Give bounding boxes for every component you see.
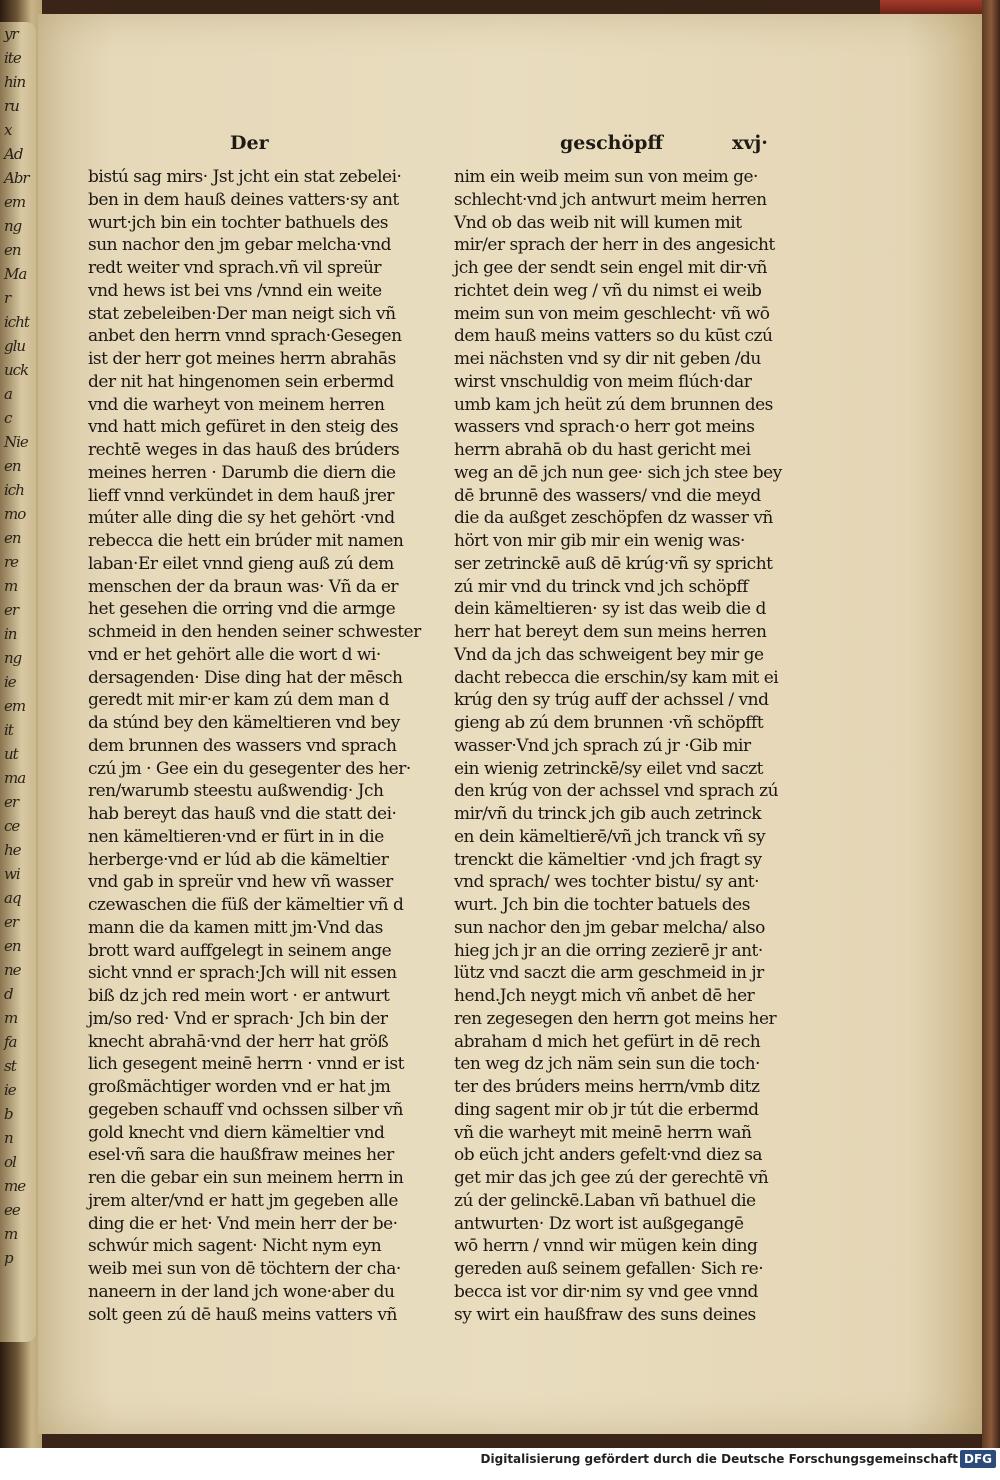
- text-line: wurt·jch bin ein tochter bathuels des: [88, 212, 389, 233]
- text-line: lütz vnd saczt die arm geschmeid in jr: [454, 963, 764, 984]
- text-line: vñ die warheyt mit meinē herrn wañ: [454, 1122, 752, 1143]
- text-line: da stúnd bey den kämeltieren vnd bey: [88, 713, 400, 733]
- text-line: nim ein weib meim sun von meim ge·: [454, 167, 758, 187]
- text-line: vnd hews ist bei vns /vnnd ein weite: [88, 280, 382, 301]
- left-text-column: [88, 166, 421, 1326]
- text-line: ce: [4, 817, 20, 835]
- text-line: p: [4, 1249, 13, 1267]
- text-line: hört von mir gib mir ein wenig was·: [454, 531, 745, 551]
- text-line: ob eüch jcht anders gefelt·vnd diez sa: [454, 1145, 763, 1166]
- text-line: mei nächsten vnd sy dir nit geben /du: [454, 349, 761, 369]
- text-line: antwurten· Dz wort ist außgegangē: [454, 1213, 744, 1234]
- text-line: wasser·Vnd jch sprach zú jr ·Gib mir: [454, 735, 751, 756]
- text-line: vnd sprach/ wes tochter bistu/ sy ant·: [454, 872, 760, 893]
- text-line: c: [4, 409, 12, 427]
- text-line: gold knecht vnd diern kämeltier vnd: [88, 1122, 385, 1143]
- text-line: rechtē weges in das hauß des brúders: [88, 440, 400, 460]
- text-line: herberge·vnd er lúd ab die kämeltier: [88, 849, 389, 870]
- text-line: yr: [4, 25, 18, 43]
- text-line: fa: [4, 1033, 17, 1051]
- text-line: zú mir vnd du trinck vnd jch schöpff: [454, 576, 748, 597]
- text-line: ut: [4, 745, 18, 763]
- text-line: solt geen zú dē hauß meins vatters vñ: [88, 1304, 397, 1325]
- text-line: er: [4, 913, 19, 931]
- text-line: sun nachor den jm gebar melcha/ also: [454, 917, 765, 938]
- text-line: gegeben schauff vnd ochssen silber vñ: [88, 1099, 403, 1120]
- text-line: Vnd da jch das schweigent bey mir ge: [454, 644, 764, 665]
- text-line: die da außget zeschöpfen dz wasser vñ: [454, 508, 773, 529]
- text-line: mo: [4, 505, 26, 523]
- text-line: großmächtiger worden vnd er hat jm: [88, 1077, 391, 1097]
- text-line: dersagenden· Dise ding hat der mēsch: [88, 667, 403, 688]
- text-line: hend.Jch neygt mich vñ anbet dē her: [454, 986, 755, 1006]
- text-line: hin: [4, 73, 26, 91]
- text-line: sicht vnnd er sprach·Jch will nit essen: [88, 963, 397, 984]
- dfg-logo: DFG: [960, 1450, 996, 1468]
- text-line: ee: [4, 1201, 20, 1219]
- text-line: lich gesegent meinē herrn · vnnd er ist: [88, 1054, 404, 1075]
- text-line: ich: [4, 481, 24, 499]
- text-line: ru: [4, 97, 19, 115]
- text-line: em: [4, 193, 26, 211]
- text-line: ding die er het· Vnd mein herr der be·: [88, 1213, 398, 1234]
- text-line: ser zetrinckē auß dē krúg·vñ sy spricht: [454, 553, 773, 574]
- text-line: múter alle ding die sy het gehört ·vnd: [88, 508, 395, 529]
- right-text-column: [454, 166, 784, 1326]
- text-line: en: [4, 937, 21, 955]
- text-line: jch gee der sendt sein engel mit dir·vñ: [454, 258, 767, 278]
- text-line: m: [4, 1225, 18, 1243]
- text-line: meim sun von meim geschlecht· vñ wō: [454, 303, 770, 324]
- running-head-center: geschöpff: [560, 132, 664, 154]
- text-line: wi: [4, 865, 20, 883]
- text-line: ren/warumb steestu außwendig· Jch: [88, 781, 384, 802]
- text-line: hab bereyt das hauß vnd die statt dei·: [88, 804, 397, 824]
- text-line: mann die da kamen mitt jm·Vnd das: [88, 917, 383, 938]
- text-line: ma: [4, 769, 26, 787]
- text-line: dē brunnē des wassers/ vnd die meyd: [454, 485, 761, 506]
- text-line: ne: [4, 961, 21, 979]
- text-line: er: [4, 793, 19, 811]
- text-line: sy wirt ein haußfraw des suns deines: [454, 1304, 756, 1325]
- text-line: ng: [4, 217, 22, 235]
- text-line: hieg jch jr an die orring zezierē jr ant·: [454, 940, 763, 961]
- text-line: Ma: [4, 265, 27, 283]
- text-line: m: [4, 1009, 18, 1027]
- text-line: meines herren · Darumb die diern die: [88, 462, 396, 483]
- text-line: dem brunnen des wassers vnd sprach: [88, 735, 397, 756]
- text-line: vnd hatt mich gefüret in den steig des: [88, 417, 399, 438]
- text-line: en: [4, 457, 21, 475]
- text-line: nen kämeltieren·vnd er fürt in in die: [88, 826, 384, 847]
- text-line: em: [4, 697, 26, 715]
- text-line: dem hauß meins vatters so du kūst czú: [454, 326, 773, 347]
- text-line: ie: [4, 673, 16, 691]
- text-line: icht: [4, 313, 29, 331]
- text-line: wirst vnschuldig von meim flúch·dar: [454, 371, 752, 392]
- text-line: jm/so red· Vnd er sprach· Jch bin der: [88, 1008, 388, 1029]
- text-line: gereden auß seinem gefallen· Sich re·: [454, 1259, 764, 1279]
- text-line: it: [4, 721, 13, 739]
- book-page: [38, 14, 982, 1434]
- text-line: herr hat bereyt dem sun meins herren: [454, 622, 767, 642]
- text-line: ng: [4, 649, 22, 667]
- text-line: x: [4, 121, 12, 139]
- text-line: er: [4, 601, 19, 619]
- text-line: dacht rebecca die erschin/sy kam mit ei: [454, 667, 779, 688]
- text-line: he: [4, 841, 21, 859]
- text-line: b: [4, 1105, 13, 1123]
- text-line: knecht abrahā·vnd der herr hat größ: [88, 1031, 389, 1052]
- text-line: czewaschen die füß der kämeltier vñ d: [88, 895, 404, 915]
- text-line: lieff vnnd verkündet in dem hauß jrer: [88, 485, 395, 506]
- text-line: menschen der da braun was· Vñ da er: [88, 576, 399, 597]
- text-line: re: [4, 553, 19, 571]
- text-line: ten weg dz jch näm sein sun die toch·: [454, 1054, 760, 1075]
- text-line: ren die gebar ein sun meinem herrn in: [88, 1168, 404, 1188]
- text-line: r: [4, 289, 11, 307]
- text-line: mir/er sprach der herr in des angesicht: [454, 235, 775, 256]
- text-line: zú der gelinckē.Laban vñ bathuel die: [454, 1190, 756, 1211]
- text-line: herrn abrahā ob du hast gericht mei: [454, 440, 751, 460]
- text-line: ist der herr got meines herrn abrahās: [88, 349, 396, 369]
- text-line: het gesehen die orring vnd die armge: [88, 599, 396, 620]
- text-line: schmeid in den henden seiner schwester: [88, 622, 421, 642]
- text-line: Nie: [4, 433, 28, 451]
- text-line: weib mei sun von dē töchtern der cha·: [88, 1259, 401, 1279]
- text-line: czú jm · Gee ein du gesegenter des her·: [88, 758, 411, 779]
- text-line: wō herrn / vnnd wir mügen kein ding: [454, 1236, 758, 1257]
- text-line: brott ward auffgelegt in seinem ange: [88, 940, 392, 961]
- text-line: en: [4, 241, 21, 259]
- text-line: ding sagent mir ob jr tút die erbermd: [454, 1099, 759, 1120]
- text-line: schlecht·vnd jch antwurt meim herren: [454, 189, 767, 210]
- folio-number: xvj·: [732, 132, 768, 154]
- text-line: ren zegesegen den herrn got meins her: [454, 1008, 777, 1029]
- text-line: vnd gab in spreür vnd hew vñ wasser: [88, 872, 393, 893]
- text-line: st: [4, 1057, 16, 1075]
- text-line: mir/vñ du trinck jch gib auch zetrinck: [454, 804, 762, 824]
- text-line: weg an dē jch nun gee· sich jch stee bey: [454, 462, 782, 483]
- footer-credit: Digitalisierung gefördert durch die Deutsche Forschungsgemeinschaft: [480, 1452, 958, 1466]
- text-line: dein kämeltieren· sy ist das weib die d: [454, 599, 766, 620]
- text-line: becca ist vor dir·nim sy vnd gee vnnd: [454, 1281, 758, 1302]
- text-line: bistú sag mirs· Jst jcht ein stat zebelei·: [88, 167, 402, 187]
- text-line: sun nachor den jm gebar melcha·vnd: [88, 235, 391, 256]
- text-line: umb kam jch heüt zú dem brunnen des: [454, 394, 773, 415]
- text-line: biß dz jch red mein wort · er antwurt: [88, 986, 390, 1006]
- text-line: en: [4, 529, 21, 547]
- text-line: wassers vnd sprach·o herr got meins: [454, 417, 755, 438]
- text-line: Ad: [4, 145, 23, 163]
- text-line: schwúr mich sagent· Nicht nym eyn: [88, 1236, 382, 1257]
- text-line: ben in dem hauß deines vatters·sy ant: [88, 189, 399, 210]
- running-head-left: Der: [230, 132, 269, 154]
- text-line: Vnd ob das weib nit will kumen mit: [454, 212, 742, 233]
- text-line: Abr: [4, 169, 29, 187]
- text-line: n: [4, 1129, 13, 1147]
- text-line: ie: [4, 1081, 16, 1099]
- text-line: trenckt die kämeltier ·vnd jch fragt sy: [454, 849, 762, 870]
- text-line: m: [4, 577, 18, 595]
- text-line: vnd die warheyt von meinem herren: [88, 394, 385, 415]
- left-page-fragment: [0, 22, 36, 1342]
- text-line: wurt. Jch bin die tochter batuels des: [454, 895, 750, 915]
- text-line: den krúg von der achssel vnd sprach zú: [454, 781, 779, 802]
- page-edge-right: [982, 0, 1000, 1448]
- text-line: ite: [4, 49, 21, 67]
- text-line: rebecca die hett ein brúder mit namen: [88, 531, 404, 551]
- text-line: anbet den herrn vnnd sprach·Gesegen: [88, 326, 402, 347]
- text-line: glu: [4, 337, 26, 355]
- text-line: aq: [4, 889, 21, 907]
- text-line: krúg den sy trúg auff der achssel / vnd: [454, 690, 769, 711]
- text-line: naneern in der land jch wone·aber du: [88, 1281, 395, 1302]
- text-line: in: [4, 625, 17, 643]
- text-line: gieng ab zú dem brunnen ·vñ schöpfft: [454, 713, 764, 733]
- text-line: jrem alter/vnd er hatt jm gegeben alle: [88, 1190, 398, 1211]
- text-line: richtet dein weg / vñ du nimst ei weib: [454, 280, 762, 301]
- text-line: abraham d mich het gefürt in dē rech: [454, 1031, 761, 1052]
- text-line: a: [4, 385, 12, 403]
- text-line: d: [4, 985, 13, 1003]
- text-line: ol: [4, 1153, 16, 1171]
- text-line: uck: [4, 361, 29, 379]
- text-line: laban·Er eilet vnnd gieng auß zú dem: [88, 553, 394, 574]
- text-line: geredt mit mir·er kam zú dem man d: [88, 690, 389, 711]
- text-line: stat zebeleiben·Der man neigt sich vñ: [88, 303, 396, 324]
- text-line: get mir das jch gee zú der gerechtē vñ: [454, 1168, 769, 1188]
- text-line: der nit hat hingenomen sein erbermd: [88, 371, 394, 392]
- text-line: ein wienig zetrinckē/sy eilet vnd saczt: [454, 758, 764, 779]
- text-line: vnd er het gehört alle die wort d wi·: [88, 644, 381, 665]
- text-line: ter des brúders meins herrn/vmb ditz: [454, 1077, 760, 1097]
- text-line: me: [4, 1177, 26, 1195]
- text-line: esel·vñ sara die haußfraw meines her: [88, 1145, 394, 1166]
- text-line: en dein kämeltierē/vñ jch tranck vñ sy: [454, 826, 766, 847]
- text-line: redt weiter vnd sprach.vñ vil spreür: [88, 258, 382, 278]
